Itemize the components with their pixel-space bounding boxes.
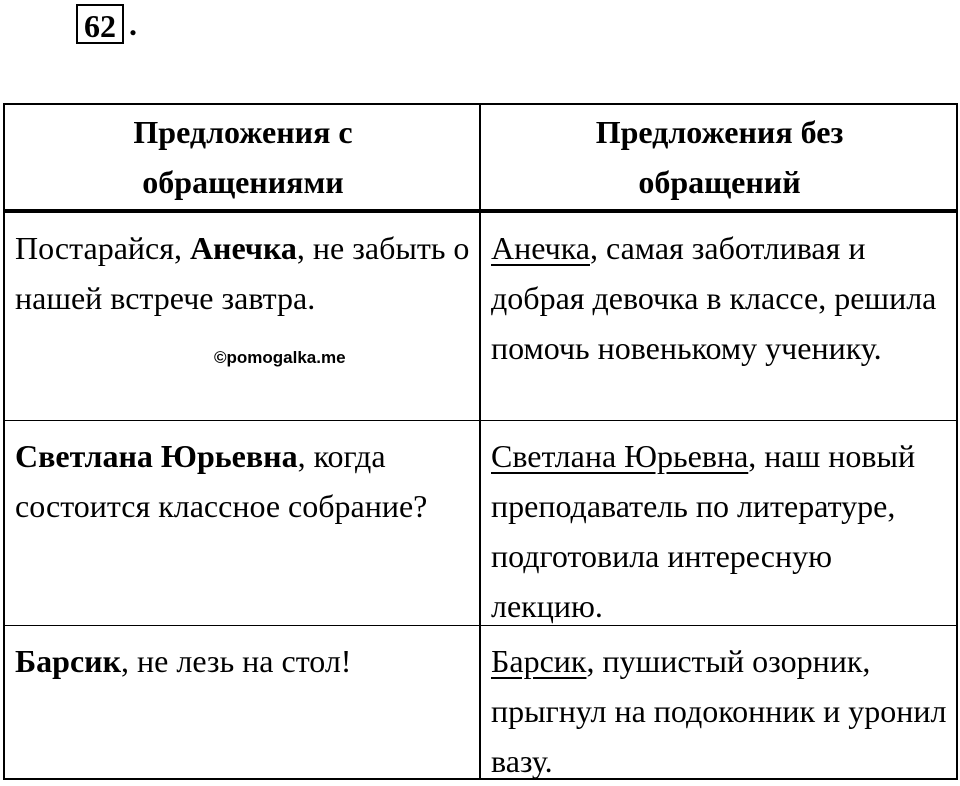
header-with-address-line2: обращениями bbox=[142, 164, 344, 200]
sentence-text-post: , наш новый преподаватель по литературе, подготовила интересную лекцию. bbox=[491, 438, 916, 624]
subject-word: Светлана Юрьевна bbox=[491, 438, 749, 474]
header-without-address-line1: Предложения без bbox=[595, 114, 844, 150]
sentence-text-post: , когда состоится классное собрание? bbox=[15, 438, 428, 524]
sentence-without-address bbox=[481, 213, 956, 420]
watermark: ©pomogalka.me bbox=[214, 348, 346, 367]
sentence-without-address bbox=[481, 626, 956, 778]
table-row bbox=[5, 420, 956, 625]
exercise-number-value: 62 bbox=[84, 8, 116, 44]
sentence-with-address bbox=[5, 213, 481, 420]
header-with-address-line1: Предложения с bbox=[133, 114, 353, 150]
table-row bbox=[5, 212, 956, 420]
header-without-address bbox=[481, 105, 956, 209]
sentence-with-address bbox=[5, 421, 481, 625]
table-header-row bbox=[5, 105, 956, 212]
sentence-text-post: , не забыть о нашей встрече завтра. bbox=[15, 230, 470, 316]
header-with-address bbox=[5, 105, 481, 209]
sentence-text-post: , не лезь на стол! bbox=[121, 643, 352, 679]
sentence-with-address bbox=[5, 626, 481, 778]
subject-word: Барсик bbox=[491, 643, 587, 679]
address-word: Барсик bbox=[15, 643, 122, 679]
address-word: Светлана Юрьевна bbox=[15, 438, 298, 474]
sentence-without-address bbox=[481, 421, 956, 625]
exercise-number-dot: . bbox=[129, 6, 137, 42]
header-without-address-line2: обращений bbox=[638, 164, 801, 200]
address-word: Анечка bbox=[189, 230, 297, 266]
table-row bbox=[5, 625, 956, 778]
sentences-table bbox=[3, 103, 958, 780]
sentence-text-post: , пушистый озорник, прыгнул на подоконник и уронил вазу. bbox=[491, 643, 947, 779]
sentence-text-pre: Постарайся, bbox=[15, 230, 190, 266]
exercise-number bbox=[76, 4, 124, 44]
subject-word: Анечка bbox=[491, 230, 590, 266]
sentence-text-post: , самая заботливая и добрая девочка в классе, решила помочь новенькому ученику. bbox=[491, 230, 937, 366]
